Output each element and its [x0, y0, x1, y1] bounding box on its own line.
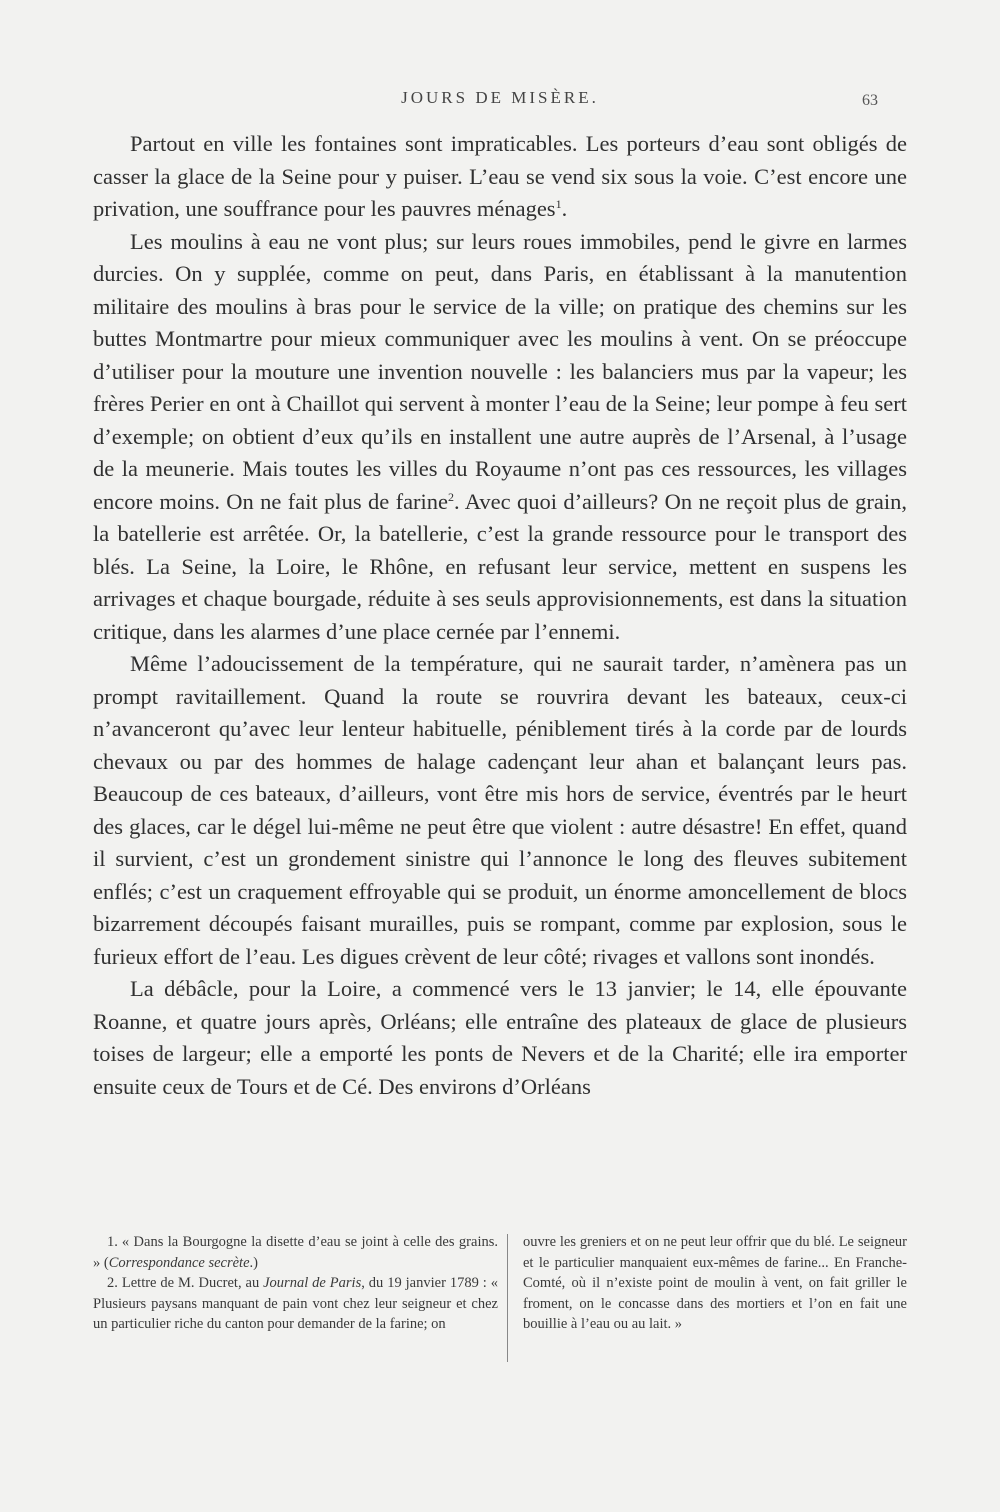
main-text	[93, 128, 907, 1103]
paragraph-4: La débâcle, pour la Loire, a commencé vers le 13 janvier; le 14, elle épouvante Roanne, et quatre jours après, Orléans; elle entraîne des plateaux de glace de plusieurs toises de largeur; elle a emporté les ponts de Nevers et de la Charité; elle ira emporter ensuite ceux de Tours et de Cé. Des environs d’Orléans	[93, 976, 907, 1099]
page-number: 63	[862, 92, 878, 109]
footnote-2-text: Lettre de M. Ducret, au	[121, 1275, 264, 1291]
footnote-column-divider	[507, 1234, 508, 1362]
footnote-2-continuation: ouvre les greniers et on ne peut leur offrir que du blé. Le seigneur et le particulier manquaient eux-mêmes de farine... En Franche-Comté, où il n’existe point de moulin à vent, on fait griller le froment, on le concasse dans des mortiers et l’on en fait une bouillie à l’eau ou au lait. »	[523, 1234, 907, 1332]
paragraph-1-end: .	[561, 196, 568, 221]
footnote-1-end: .)	[249, 1254, 258, 1271]
paragraph-2-end: . Avec quoi d’ailleurs? On ne reçoit plus de grain, la batellerie est arrêtée. Or, la batellerie, c’est la grande ressource pour le transport des blés. La Seine, la Loire, le Rhône, en refusant leur service, mettent en suspens les arrivages et chaque bourgade, réduite à ses seuls approvisionnements, est dans la situation critique, dans les alarmes d’une place cernée par l’ennemi.	[93, 488, 907, 644]
footnote-ref-1: 1	[555, 197, 562, 211]
footnote-2	[93, 1273, 498, 1335]
footnote-2-number: 2.	[107, 1275, 118, 1291]
footnote-1-source: Correspondance secrète	[108, 1254, 250, 1271]
footnote-2-text-cont: , du 19 janvier 1789 : « Plusieurs paysans manquant de pain vont chez leur seigneur et chez un particulier riche du canton pour demander de la farine; on	[93, 1275, 498, 1332]
paragraph-2-text: Les moulins à eau ne vont plus; sur leurs roues immobiles, pend le givre en larmes durcies. On y supplée, comme on peut, dans Paris, en établissant à la manutention militaire des moulins à bras pour le service de la ville; on pratique des chemins sur les buttes Montmartre pour mieux communiquer avec les moulins à vent. On se préoccupe d’utiliser pour la mouture une invention nouvelle : les balanciers mus par la vapeur; les frères Perier en ont à Chaillot qui servent à monter l’eau de la Seine; leur pompe à feu sert d’exemple; on obtient d’eux qu’ils en installent une autre auprès de l’Arsenal, à l’usage de la meunerie. Mais toutes les villes du Royaume n’ont pas ces ressources, les villages encore moins. On ne fait plus de farine	[93, 228, 907, 514]
paragraph-2	[93, 226, 907, 649]
paragraph-1	[93, 128, 907, 226]
paragraph-3: Même l’adoucissement de la température, qui ne saurait tarder, n’amènera pas un prompt ravitaillement. Quand la route se rouvrira devant les bateaux, ceux-ci n’avanceront qu’avec leur lenteur habituelle, péniblement tirés à la corde par de lourds chevaux ou par des hommes de halage cadençant leur ahan et balançant leurs pas. Beaucoup de ces bateaux, d’ailleurs, vont être mis hors de service, éventrés par le heurt des glaces, car le dégel lui-même ne peut être que violent : autre désastre! En effet, quand il survient, c’est un grondement sinistre qui l’annonce le long des fleuves subitement enflés; c’est un craquement effroyable qui se produit, un énorme amoncellement de blocs bizarrement découpés faisant murailles, puis se rompant, comme par explosion, sous le furieux effort de l’eau. Les digues crèvent de leur côté; rivages et vallons sont inondés.	[93, 651, 907, 969]
footnote-ref-2: 2	[448, 489, 455, 504]
footnotes-left-column	[93, 1232, 498, 1335]
running-head: JOURS DE MISÈRE.	[401, 88, 599, 107]
footnote-2-source: Journal de Paris	[263, 1275, 362, 1291]
footnote-1	[93, 1232, 498, 1273]
footnote-1-text: « Dans la Bourgogne la disette d’eau se joint à celle des grains. » (	[93, 1234, 498, 1271]
footnotes-right-column	[523, 1232, 907, 1335]
paragraph-1-text: Partout en ville les fontaines sont impraticables. Les porteurs d’eau sont obligés de casser la glace de la Seine pour y puiser. L’eau se vend six sous la voie. C’est encore une privation, une souffrance pour les pauvres ménages	[93, 131, 907, 221]
footnote-1-number: 1.	[107, 1234, 118, 1250]
footnotes	[93, 1232, 907, 1372]
